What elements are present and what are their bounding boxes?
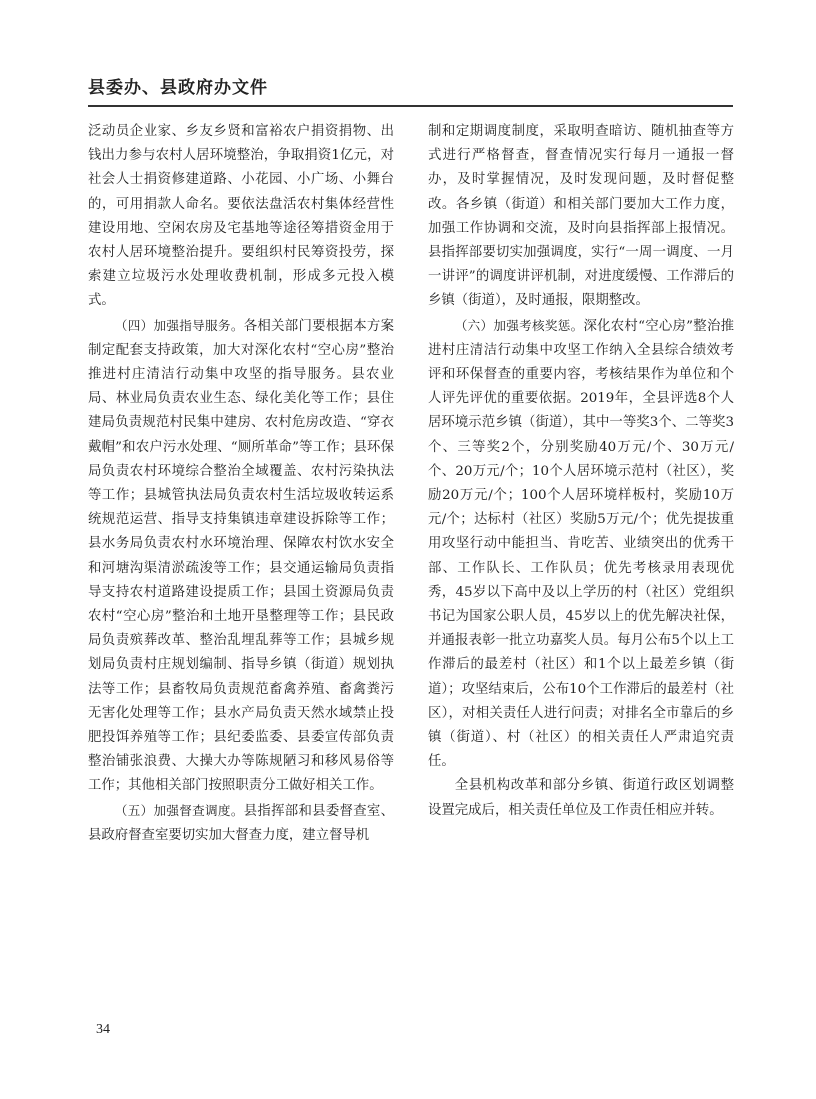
paragraph: 泛动员企业家、乡友乡贤和富裕农户捐资捐物、出钱出力参与农村人居环境整治，争取捐资1亿元，对社会人士捐资修建道路、小花园、小广场、小舞台的，可用捐款人命名。要依法盘活农村集体经营性建设用地、空闲农房及宅基地等途径筹措资金用于农村人居环境整治提升。要组织村民筹资投劳，探索建立垃圾污水处理收费机制，形成多元投入模式。 (88, 124, 394, 309)
running-header (88, 74, 733, 102)
section-4-paragraph (88, 314, 394, 799)
section-4-text: 各相关部门要根据本方案制定配套支持政策，加大对深化农村“空心房”整治推进村庄清洁行动集中攻坚的指导服务。县农业局、林业局负责农业生态、绿化美化等工作；县住建局负责规范村民集中建房、农村危房改造、“穿衣戴帽”和农户污水处理、“厕所革命”等工作；县环保局负责农村环境综合整治全域覆盖、农村污染执法等工作；县城管执法局负责农村生活垃圾收转运系统规范运营、指导支持集镇违章建设拆除等工作；县水务局负责农村水环境治理、保障农村饮水安全和河塘沟渠清淤疏浚等工作；县交通运输局负责指导支持农村道路建设提质工作；县国土资源局负责农村“空心房”整治和土地开垦整理等工作；县民政局负责殡葬改革、整治乱埋乱葬等工作；县城乡规划局负责村庄规划编制、指导乡镇（街道）规划执法等工作；县畜牧局负责规范畜禽养殖、畜禽粪污无害化处理等工作；县水产局负责天然水域禁止投肥投饵养殖等工作；县纪委监委、县委宣传部负责整治铺张浪费、大操大办等陈规陋习和移风易俗等工作；其他相关部门按照职责分工做好相关工作。 (88, 318, 394, 794)
section-6-label: （六）加强考核奖惩。 (454, 317, 584, 333)
page-number: 34 (96, 1022, 110, 1037)
closing-paragraph: 全县机构改革和部分乡镇、街道行政区划调整设置完成后，相关责任单位及工作责任相应并转。 (428, 778, 734, 818)
section-5-text: 县指挥部和县委督查室、县政府督查室要切实加大督查力度，建立督导机 (88, 803, 394, 843)
header-rule (88, 105, 733, 107)
section-6-text: 深化农村“空心房”整治推进村庄清洁行动集中攻坚工作纳入全县综合绩效考评和环保督查的重要内容，考核结果作为单位和个人评先评优的重要依据。2019年，全县评选8个人居环境示范乡镇（街道），其中一等奖3个、二等奖3个、三等奖2个，分别奖励40万元/个、30万元/个、20万元/个；10个人居环境示范村（社区），奖励20万元/个；100个人居环境样板村，奖励10万元/个；达标村（社区）奖励5万元/个；优先提拔重用攻坚行动中能担当、肯吃苦、业绩突出的优秀干部、工作队长、工作队员；优先考核录用表现优秀，45岁以下高中及以上学历的村（社区）党组织书记为国家公职人员，45岁以上的优先解决社保，并通报表彰一批立功嘉奖人员。每月公布5个以上工作滞后的最差村（社区）和1个以上最差乡镇（街道）；攻坚结束后，公布10个工作滞后的最差村（社区），对相关责任人进行问责；对排名全市靠后的乡镇（街道）、村（社区）的相关责任人严肃追究责任。 (428, 318, 734, 770)
section-5-label: （五）加强督查调度。 (114, 802, 244, 818)
left-column (88, 120, 394, 848)
section-5-paragraph (88, 799, 394, 848)
right-column (428, 120, 734, 823)
section-4-label: （四）加强指导服务。 (114, 317, 244, 333)
paragraph: 制和定期调度制度，采取明查暗访、随机抽查等方式进行严格督查，督查情况实行每月一通报一督办，及时掌握情况，及时发现问题，及时督促整改。各乡镇（街道）和相关部门要加大工作力度，加强工作协调和交流，及时向县指挥部上报情况。县指挥部要切实加强调度，实行“一周一调度、一月一讲评”的调度讲评机制，对进度缓慢、工作滞后的乡镇（街道），及时通报，限期整改。 (428, 124, 734, 309)
section-6-paragraph (428, 314, 734, 775)
header-title: 县委办、县政府办文件 (88, 78, 268, 98)
